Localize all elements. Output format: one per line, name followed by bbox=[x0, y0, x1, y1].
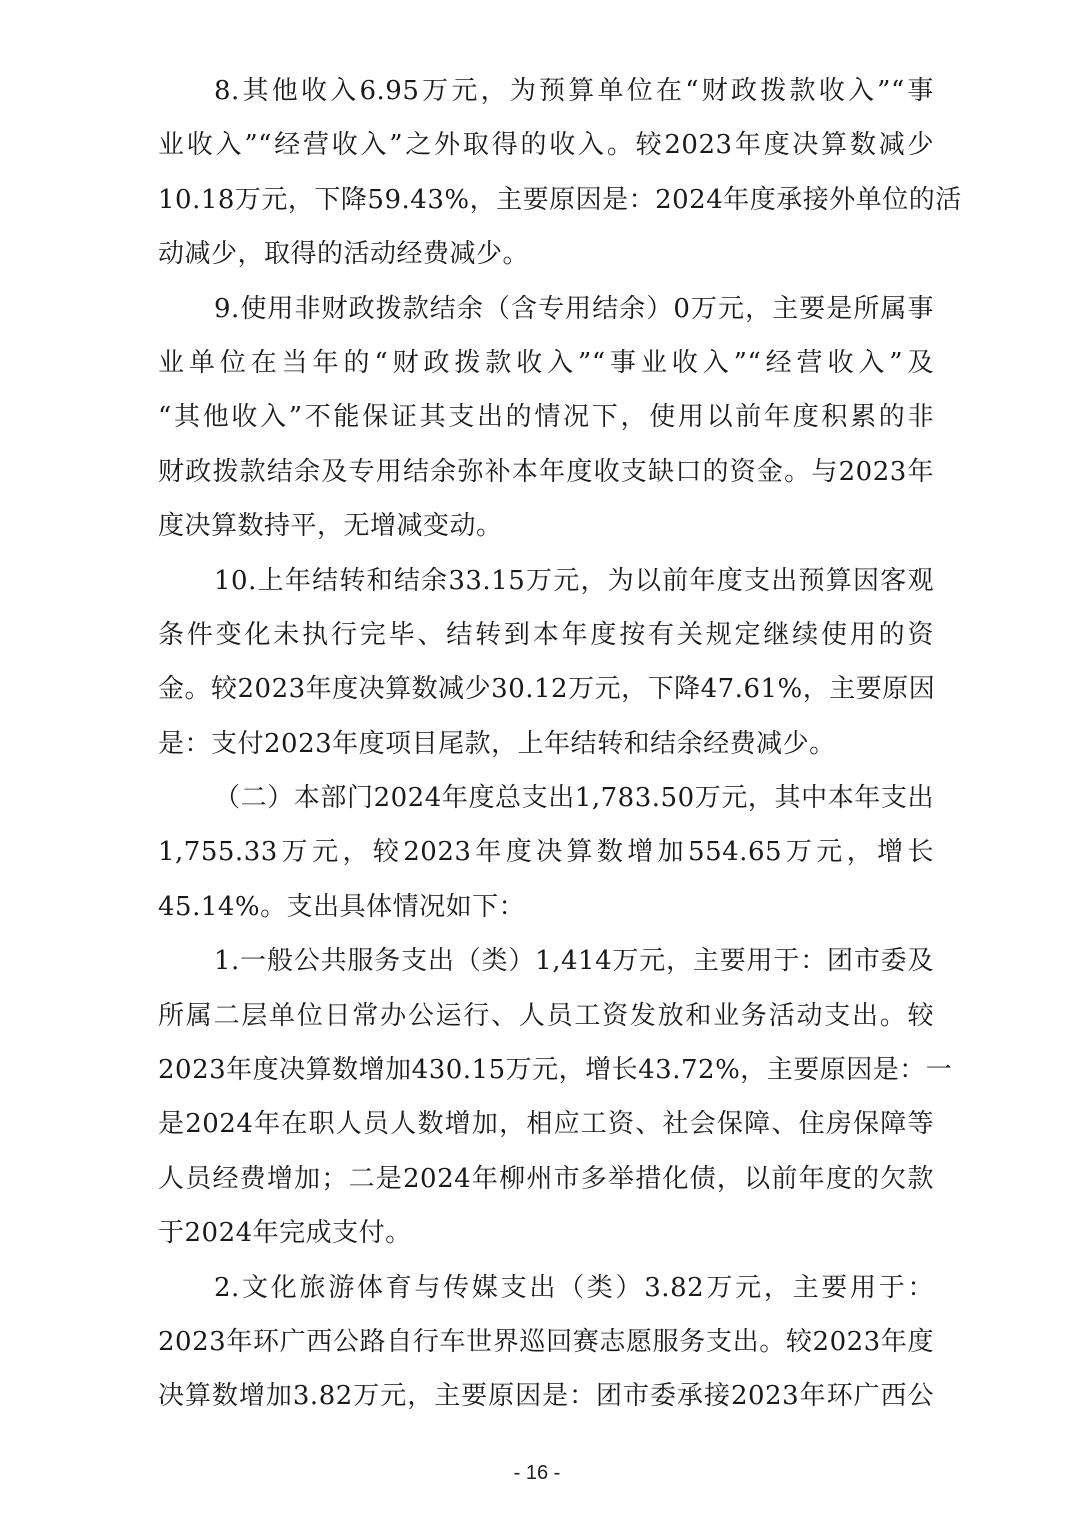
text-line: 财政拨款结余及专用结余弥补本年度收支缺口的资金。与2023年 bbox=[158, 456, 934, 487]
text-line: 10.上年结转和结余33.15万元，为以前年度支出预算因客观 bbox=[214, 565, 934, 596]
text-line: 业单位在当年的“财政拨款收入”“事业收入”“经营收入”及 bbox=[158, 347, 934, 378]
page-number: - 16 - bbox=[513, 1462, 561, 1484]
text-line: 所属二层单位日常办公运行、人员工资发放和业务活动支出。较 bbox=[158, 1000, 934, 1031]
text-line: 45.14%。支出具体情况如下： bbox=[158, 891, 526, 922]
text-line: 1,755.33万元，较2023年度决算数增加554.65万元，增长 bbox=[158, 837, 934, 868]
document-body bbox=[158, 64, 962, 1424]
text-line: 动减少，取得的活动经费减少。 bbox=[158, 239, 530, 270]
text-line: 10.18万元，下降59.43%，主要原因是：2024年度承接外单位的活 bbox=[158, 184, 962, 215]
text-line: 1.一般公共服务支出（类）1,414万元，主要用于：团市委及 bbox=[214, 946, 934, 977]
text-line: 条件变化未执行完毕、结转到本年度按有关规定继续使用的资 bbox=[158, 619, 934, 650]
paragraph-carryover bbox=[158, 554, 934, 772]
text-line: 9.使用非财政拨款结余（含专用结余）0万元，主要是所属事 bbox=[214, 293, 934, 324]
paragraph-other-income bbox=[158, 64, 962, 282]
text-line: 2.文化旅游体育与传媒支出（类）3.82万元，主要用于： bbox=[214, 1272, 934, 1303]
paragraph-total-expenditure bbox=[158, 771, 934, 934]
text-line: 是：支付2023年度项目尾款，上年结转和结余经费减少。 bbox=[158, 728, 836, 759]
text-line: 业收入”“经营收入”之外取得的收入。较2023年度决算数减少 bbox=[158, 130, 934, 161]
text-line: 8.其他收入6.95万元，为预算单位在“财政拨款收入”“事 bbox=[214, 76, 934, 106]
text-line: 2023年度决算数增加430.15万元，增长43.72%，主要原因是：一 bbox=[158, 1055, 953, 1086]
text-line: 是2024年在职人员人数增加，相应工资、社会保障、住房保障等 bbox=[158, 1109, 934, 1140]
text-line: 金。较2023年度决算数减少30.12万元，下降47.61%，主要原因 bbox=[158, 674, 936, 705]
text-line: 度决算数持平，无增减变动。 bbox=[158, 511, 503, 542]
text-line: 决算数增加3.82万元，主要原因是：团市委承接2023年环广西公 bbox=[158, 1381, 934, 1412]
text-line: 2023年环广西公路自行车世界巡回赛志愿服务支出。较2023年度 bbox=[158, 1326, 934, 1357]
paragraph-non-fiscal-balance bbox=[158, 282, 934, 554]
text-line: 人员经费增加；二是2024年柳州市多举措化债，以前年度的欠款 bbox=[158, 1163, 934, 1194]
text-line: 于2024年完成支付。 bbox=[158, 1218, 412, 1249]
text-line: （二）本部门2024年度总支出1,783.50万元，其中本年支出 bbox=[214, 783, 934, 814]
text-line: “其他收入”不能保证其支出的情况下，使用以前年度积累的非 bbox=[158, 402, 934, 433]
paragraph-culture-tourism bbox=[158, 1261, 934, 1424]
paragraph-public-services bbox=[158, 934, 953, 1260]
